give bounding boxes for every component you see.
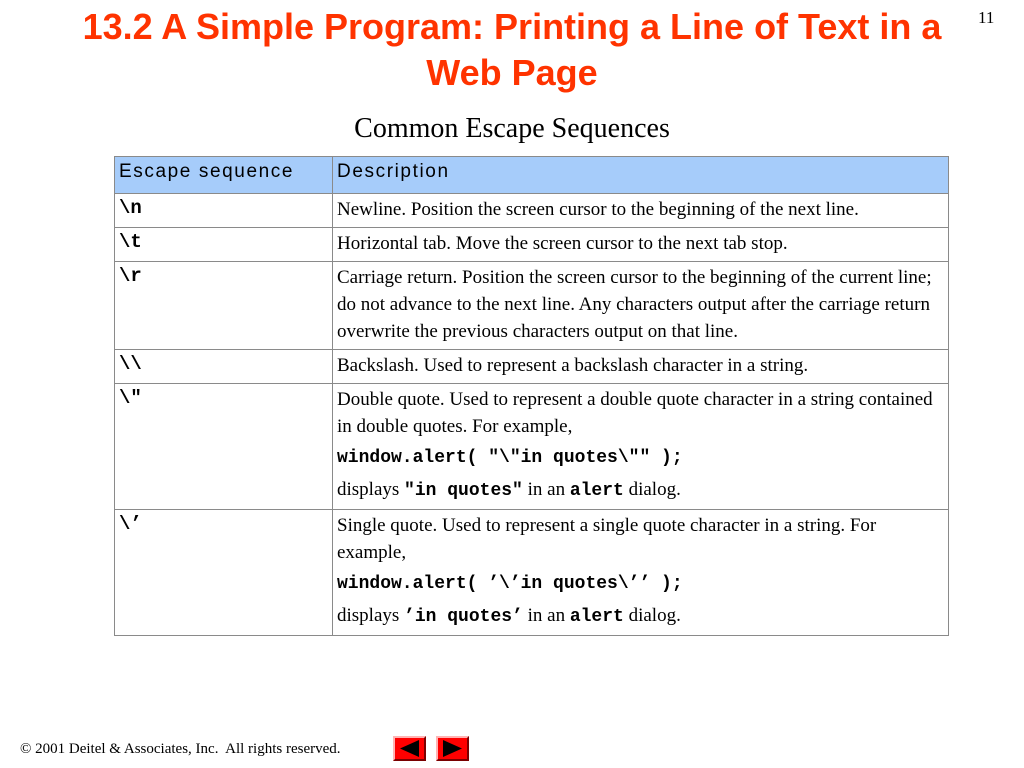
previous-slide-button[interactable] [393,736,426,761]
next-slide-button[interactable] [436,736,469,761]
page-number: 11 [978,8,995,27]
displays-line [337,602,944,631]
copyright-footer: © 2001 Deitel & Associates, Inc. All rights reserved. [20,741,341,757]
escape-sequence-cell: \t [115,228,333,262]
displays-line [337,476,944,505]
description-cell: Newline. Position the screen cursor to the beginning of the next line. [333,194,949,228]
escape-sequence-cell: \r [115,262,333,350]
displays-code: alert [569,607,624,627]
displays-prefix: displays [337,605,400,626]
escape-sequence-cell: \n [115,194,333,228]
slide-title [20,4,1004,96]
description-cell: Backslash. Used to represent a backslash character in a string. [333,350,949,384]
header-escape-sequence: Escape sequence [115,157,333,194]
escape-sequence-cell: \" [115,384,333,510]
displays-value: ’in quotes’ [404,607,523,627]
description-text: Single quote. Used to represent a single quote character in a string. For example, [337,515,877,563]
description-cell [333,510,949,636]
description-cell [333,384,949,510]
slide-title-line2: Web Page [426,52,598,93]
table-row [115,510,949,636]
table-row [115,228,949,262]
slide-subtitle: Common Escape Sequences [354,113,670,144]
table-header-row [115,157,949,194]
displays-code: alert [569,481,624,501]
slide-title-line1: 13.2 A Simple Program: Printing a Line of Text in a [82,6,942,47]
left-arrow-icon [395,738,424,759]
displays-value: "in quotes" [404,481,523,501]
code-example: window.alert( ’\’in quotes\’’ ); [337,574,683,594]
displays-mid: in an [527,605,566,626]
table-row [115,384,949,510]
escape-sequence-table [114,156,949,636]
description-text: Double quote. Used to represent a double quote character in a string contained in double quotes. For example, [337,389,933,437]
escape-sequence-cell: \\ [115,350,333,384]
header-description: Description [333,157,949,194]
code-example: window.alert( "\"in quotes\"" ); [337,448,683,468]
right-arrow-icon [438,738,467,759]
displays-mid: in an [527,479,566,500]
escape-sequence-cell: \’ [115,510,333,636]
table-row [115,350,949,384]
description-cell: Horizontal tab. Move the screen cursor to the next tab stop. [333,228,949,262]
table-row [115,194,949,228]
displays-prefix: displays [337,479,400,500]
table-row [115,262,949,350]
displays-suffix: dialog. [628,605,681,626]
displays-suffix: dialog. [628,479,681,500]
description-cell: Carriage return. Position the screen cursor to the beginning of the current line; do not advance to the next line. Any characters output after the carriage return overwrite the previous characters output on that line. [333,262,949,350]
